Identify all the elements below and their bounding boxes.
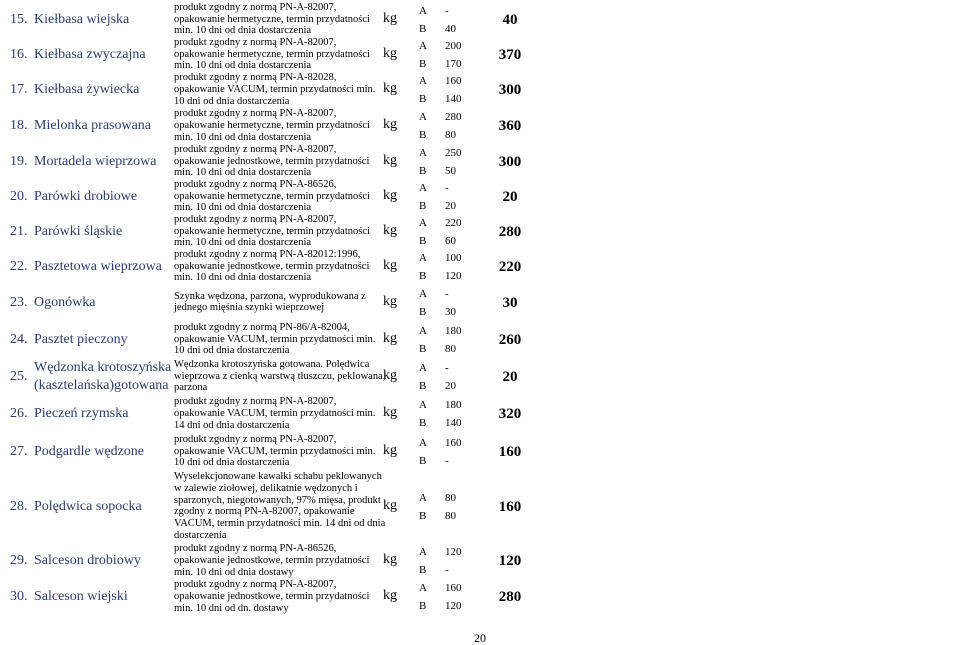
quantity-a (419, 582, 462, 595)
total-quantity: 320 (498, 406, 522, 422)
total-quantity: 300 (498, 82, 522, 98)
quantity-b (419, 343, 456, 356)
label-b: B (419, 342, 427, 355)
description-line: produkt zgodny z normą PN-A-82007, (174, 579, 337, 591)
product-name-line-2: (kasztelańska)gotowana (34, 377, 169, 393)
description-line: parzona (174, 382, 208, 394)
label-a: A (419, 39, 427, 52)
product-name: Mielonka prasowana (34, 118, 152, 133)
quantity-b (419, 510, 456, 523)
description-line: min. 10 dni od dnia dostarczenia (174, 272, 312, 284)
value-a: 200 (445, 39, 462, 52)
label-a: A (419, 546, 427, 558)
label-b: B (419, 600, 427, 612)
description-line: jednego mięśnia szynki wieprzowej (174, 302, 325, 314)
label-b: B (419, 454, 427, 467)
quantity-a (419, 75, 462, 88)
quantity-b (419, 129, 456, 142)
product-name: Pieczeń rzymska (34, 406, 129, 421)
value-a: - (445, 361, 449, 374)
description-line: 10 dni od dnia dostarczenia (174, 345, 290, 357)
table-row (0, 358, 960, 395)
row-number: 28. (10, 498, 28, 514)
product-name: Salceson drobiowy (34, 553, 141, 568)
product-description (174, 291, 374, 315)
description-line: produkt zgodny z normą PN-A-86526, (174, 178, 337, 190)
row-number: 23. (10, 294, 28, 310)
description-line: opakowanie hermetyczne, termin przydatności (174, 48, 370, 60)
total-quantity: 40 (502, 11, 518, 28)
quantity-b (419, 270, 462, 283)
quantity-b (419, 58, 462, 71)
quantity-a (419, 362, 449, 375)
value-b: 120 (445, 600, 462, 612)
total-quantity: 220 (498, 258, 522, 275)
value-a: 280 (445, 111, 462, 123)
label-b: B (419, 93, 427, 105)
description-line: produkt zgodny z normą PN-86/A-82004, (174, 321, 350, 333)
description-line: produkt zgodny z normą PN-A-82012:1996, (174, 248, 361, 260)
label-b: B (419, 564, 427, 576)
value-b: 140 (445, 93, 462, 105)
value-b: 50 (445, 164, 456, 177)
description-line: produkt zgodny z normą PN-A-82007, (174, 36, 337, 48)
unit-label: kg (383, 222, 397, 238)
description-line: produkt zgodny z normą PN-A-82007, (174, 396, 337, 408)
description-line: min. 10 dni od dnia dostarczenia (174, 167, 312, 179)
description-line: min. 10 dni od dnia dostarczenia (174, 25, 312, 37)
label-b: B (419, 269, 427, 282)
label-b: B (419, 305, 427, 318)
product-name: Kiełbasa żywiecka (34, 82, 140, 97)
description-line: opakowanie hermetyczne, termin przydatności (174, 190, 370, 202)
quantity-a (419, 182, 449, 195)
label-b: B (419, 234, 427, 247)
product-name: Parówki śląskie (34, 223, 123, 239)
description-line: opakowanie hermetyczne, termin przydatności (174, 13, 370, 25)
value-b: 30 (445, 305, 456, 318)
description-line: produkt zgodny z normą PN-A-82007, (174, 213, 337, 225)
product-description (174, 179, 374, 214)
product-name: Pasztetowa wieprzowa (34, 258, 162, 274)
description-line: wieprzowa z cienką warstwą tłuszczu, peklowana, (174, 370, 386, 382)
description-line: opakowanie VACUM, termin przydatności min. (174, 333, 376, 345)
total-quantity: 120 (498, 553, 522, 569)
quantity-a (419, 40, 462, 53)
description-line: opakowanie jednostkowe, termin przydatności (174, 555, 370, 567)
product-description (174, 434, 374, 469)
table-row (0, 108, 960, 144)
row-number: 27. (10, 443, 28, 459)
description-line: min. 10 dni od dnia dostarczenia (174, 131, 312, 143)
label-a: A (419, 324, 427, 337)
description-line: opakowanie VACUM, termin przydatności min. (174, 408, 376, 420)
value-b: 80 (445, 342, 456, 355)
quantity-a (419, 492, 456, 505)
product-description (174, 72, 374, 107)
product-description (174, 249, 374, 284)
description-line: 10 dni od dnia dostarczenia (174, 457, 290, 469)
row-number: 22. (10, 258, 28, 274)
product-description (174, 214, 374, 249)
product-description (174, 579, 374, 614)
table-row (0, 2, 960, 37)
total-quantity: 360 (498, 118, 522, 134)
quantity-a (419, 217, 462, 230)
label-a: A (419, 287, 427, 300)
label-a: A (419, 582, 427, 594)
row-number: 21. (10, 223, 28, 239)
description-line: produkt zgodny z normą PN-A-82007, (174, 1, 337, 13)
quantity-a (419, 288, 449, 301)
value-a: 180 (445, 399, 462, 411)
table-row (0, 543, 960, 579)
description-line: opakowanie hermetyczne, termin przydatności (174, 225, 370, 237)
quantity-a (419, 325, 462, 338)
row-number: 25. (10, 368, 28, 384)
quantity-b (419, 235, 456, 248)
quantity-b (419, 165, 456, 178)
product-name: Pasztet pieczony (34, 331, 128, 347)
unit-label: kg (383, 497, 397, 513)
unit-label: kg (383, 405, 397, 420)
value-b: 140 (445, 417, 462, 429)
value-b: 80 (445, 509, 456, 522)
value-a: 220 (445, 216, 462, 229)
product-description (174, 322, 374, 357)
unit-label: kg (383, 293, 397, 309)
label-a: A (419, 181, 427, 194)
quantity-a (419, 5, 449, 18)
description-line: opakowanie VACUM, termin przydatności min. (174, 445, 376, 457)
table-row (0, 37, 960, 72)
total-quantity: 280 (498, 589, 522, 605)
table-row (0, 72, 960, 108)
unit-label: kg (383, 187, 397, 203)
row-number: 18. (10, 118, 28, 133)
description-line: 14 dni od dnia dostarczenia (174, 419, 290, 431)
description-line: Szynka wędzona, parzona, wyprodukowana z (174, 290, 366, 302)
description-line: Wędzonka krotoszyńska gotowana. Polędwica (174, 358, 370, 370)
quantity-b (419, 93, 462, 106)
quantity-b (419, 417, 462, 430)
product-description (174, 2, 374, 37)
row-number: 15. (10, 11, 28, 27)
row-number: 26. (10, 406, 28, 421)
description-line: produkt zgodny z normą PN-A-86526, (174, 543, 337, 555)
unit-label: kg (383, 552, 397, 567)
value-b: 20 (445, 199, 456, 212)
quantity-a (419, 399, 462, 412)
total-quantity: 20 (502, 188, 518, 205)
total-quantity: 160 (498, 498, 522, 515)
unit-label: kg (383, 10, 397, 26)
description-line: sparzonych, niegotowanych, 97% mięsa, produkt (174, 494, 381, 506)
table-row (0, 179, 960, 214)
table-row (0, 470, 960, 543)
unit-label: kg (383, 117, 397, 132)
total-quantity: 30 (502, 294, 518, 311)
value-a: 180 (445, 324, 462, 337)
description-line: 10 dni od dnia dostarczenia (174, 95, 290, 107)
quantity-a (419, 252, 462, 265)
value-a: 160 (445, 75, 462, 87)
row-number: 29. (10, 553, 28, 568)
product-name: Parówki drobiowe (34, 188, 138, 204)
row-number: 17. (10, 82, 28, 97)
value-b: 170 (445, 57, 462, 70)
description-line: produkt zgodny z normą PN-A-82007, (174, 433, 337, 445)
description-line: VACUM, termin przydatności min. 14 dni od dnia (174, 518, 386, 530)
description-line: min. 10 dni od dnia dostarczenia (174, 202, 312, 214)
quantity-a (419, 111, 462, 124)
value-b: 20 (445, 379, 456, 392)
label-b: B (419, 509, 427, 522)
total-quantity: 370 (498, 46, 522, 63)
label-a: A (419, 399, 427, 411)
description-line: Wyselekcjonowane kawałki schabu peklowanych (174, 471, 382, 483)
page-number: 20 (474, 631, 486, 645)
unit-label: kg (383, 367, 397, 383)
product-description (174, 471, 386, 542)
label-b: B (419, 199, 427, 212)
label-b: B (419, 129, 427, 141)
row-number: 16. (10, 46, 28, 62)
table-row (0, 395, 960, 433)
label-b: B (419, 379, 427, 392)
description-line: opakowanie jednostkowe, termin przydatności (174, 260, 370, 272)
product-name: Podgardle wędzone (34, 443, 145, 459)
quantity-a (419, 147, 462, 160)
value-a: - (445, 181, 449, 194)
product-description (174, 144, 374, 179)
quantity-b (419, 200, 456, 213)
unit-label: kg (383, 257, 397, 273)
value-a: - (445, 4, 449, 17)
table-row (0, 579, 960, 615)
label-a: A (419, 436, 427, 449)
value-b: 120 (445, 269, 462, 282)
table-row (0, 214, 960, 249)
unit-label: kg (383, 152, 397, 168)
description-line: min. 10 dni od dn. dostawy (174, 602, 289, 614)
table-row (0, 433, 960, 470)
total-quantity: 260 (498, 331, 522, 348)
unit-label: kg (383, 442, 397, 458)
value-b: 80 (445, 129, 456, 141)
description-line: zgodny z normą PN-A-82007, opakowanie (174, 506, 355, 518)
description-line: produkt zgodny z normą PN-A-82007, (174, 108, 337, 120)
table-row (0, 249, 960, 284)
description-line: dostarczenia (174, 530, 227, 542)
product-description (174, 108, 374, 143)
quantity-b (419, 455, 449, 468)
value-a: 80 (445, 491, 456, 504)
product-description (174, 543, 374, 578)
label-b: B (419, 164, 427, 177)
label-a: A (419, 491, 427, 504)
value-a: 250 (445, 146, 462, 159)
value-a: 160 (445, 436, 462, 449)
table-row (0, 321, 960, 358)
value-b: - (445, 454, 449, 467)
value-b: 40 (445, 22, 456, 35)
label-b: B (419, 57, 427, 70)
description-line: w zalewie ziołowej, delikatnie wędzonych i (174, 482, 358, 494)
unit-label: kg (383, 588, 397, 603)
label-a: A (419, 4, 427, 17)
value-a: 160 (445, 582, 462, 594)
product-name: Kiełbasa zwyczajna (34, 46, 146, 62)
label-a: A (419, 216, 427, 229)
value-a: - (445, 287, 449, 300)
label-a: A (419, 111, 427, 123)
label-a: A (419, 361, 427, 374)
product-name: Mortadela wieprzowa (34, 153, 157, 169)
unit-label: kg (383, 330, 397, 346)
total-quantity: 300 (498, 153, 522, 170)
description-line: produkt zgodny z normą PN-A-82007, (174, 143, 337, 155)
total-quantity: 280 (498, 223, 522, 240)
table-row (0, 144, 960, 179)
label-b: B (419, 417, 427, 429)
label-b: B (419, 22, 427, 35)
description-line: produkt zgodny z normą PN-A-82028, (174, 72, 337, 84)
quantity-b (419, 23, 456, 36)
total-quantity: 20 (502, 368, 518, 385)
row-number: 30. (10, 589, 28, 604)
product-description (174, 396, 374, 431)
description-line: min. 10 dni od dnia dostawy (174, 566, 294, 578)
unit-label: kg (383, 45, 397, 61)
quantity-b (419, 600, 462, 613)
description-line: opakowanie hermetyczne, termin przydatności (174, 120, 370, 132)
description-line: opakowanie jednostkowe, termin przydatności (174, 591, 370, 603)
quantity-b (419, 380, 456, 393)
value-a: 120 (445, 546, 462, 558)
row-number: 20. (10, 188, 28, 204)
label-a: A (419, 75, 427, 87)
quantity-a (419, 546, 462, 559)
row-number: 24. (10, 331, 28, 347)
quantity-a (419, 437, 462, 450)
row-number: 19. (10, 153, 28, 169)
product-description (174, 358, 386, 394)
description-line: opakowanie jednostkowe, termin przydatności (174, 155, 370, 167)
quantity-b (419, 564, 449, 577)
description-line: min. 10 dni od dnia dostarczenia (174, 237, 312, 249)
value-b: - (445, 564, 449, 576)
product-description (174, 37, 374, 72)
product-name: Wędzonka krotoszyńska (34, 359, 172, 375)
label-a: A (419, 251, 427, 264)
product-name: Salceson wiejski (34, 589, 128, 604)
value-a: 100 (445, 251, 462, 264)
quantity-b (419, 306, 456, 319)
total-quantity: 160 (498, 443, 522, 460)
description-line: min. 10 dni od dnia dostarczenia (174, 60, 312, 72)
label-a: A (419, 146, 427, 159)
unit-label: kg (383, 81, 397, 96)
product-name: Ogonówka (34, 294, 96, 310)
table-row (0, 284, 960, 321)
product-name: Polędwica sopocka (34, 498, 142, 514)
description-line: opakowanie VACUM, termin przydatności min. (174, 84, 376, 96)
product-name: Kiełbasa wiejska (34, 11, 130, 27)
value-b: 60 (445, 234, 456, 247)
